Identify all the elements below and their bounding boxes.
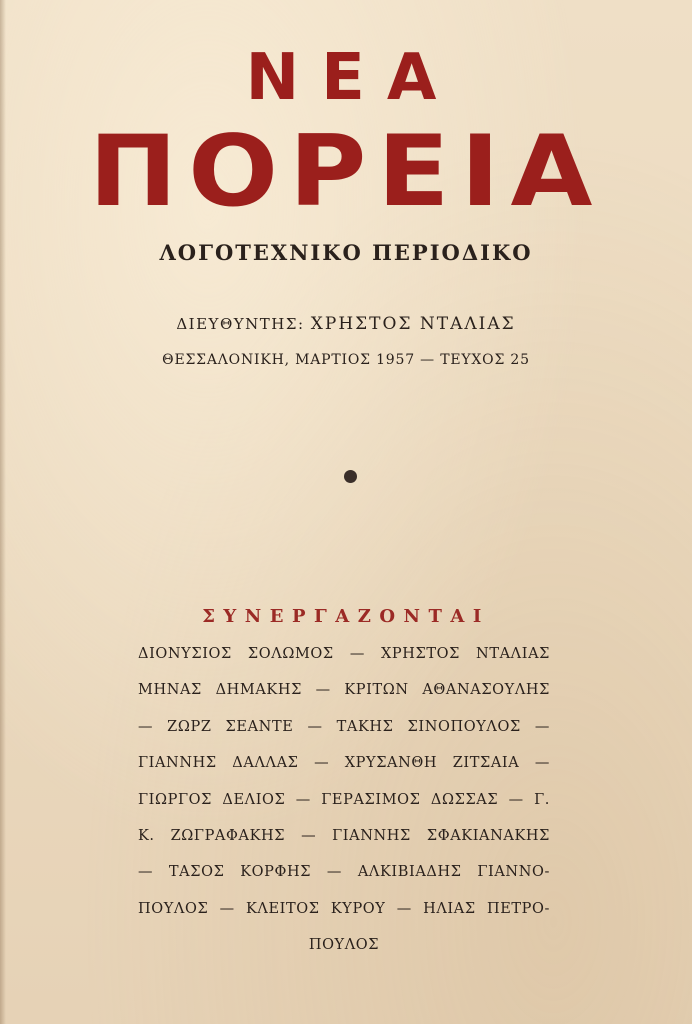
contributors-line: ΓΙΑΝΝΗΣ ΔΑΛΛΑΣ — ΧΡΥΣΑΝΘΗ ΖΙΤΣΑΙΑ — [138, 755, 550, 772]
contributors-line: ΜΗΝΑΣ ΔΗΜΑΚΗΣ — ΚΡΙΤΩΝ ΑΘΑΝΑΣΟΥΛΗΣ [138, 682, 550, 699]
contributors-line: — ΖΩΡΖ ΣΕΑΝΤΕ — ΤΑΚΗΣ ΣΙΝΟΠΟΥΛΟΣ — [138, 718, 550, 735]
contributors-line: ΓΙΩΡΓΟΣ ΔΕΛΙΟΣ — ΓΕΡΑΣΙΜΟΣ ΔΩΣΣΑΣ — Γ. [138, 791, 550, 808]
director-label: ΔΙΕΥΘΥΝΤΗΣ: [176, 315, 305, 333]
issue-line: ΘΕΣΣΑΛΟΝΙΚΗ, ΜΑΡΤΙΟΣ 1957 — ΤΕΥΧΟΣ 25 [162, 352, 530, 368]
director-line [0, 314, 692, 334]
title-line-2: ΠΟΡΕΙΑ [88, 115, 604, 229]
contributors-line: Κ. ΖΩΓΡΑΦΑΚΗΣ — ΓΙΑΝΝΗΣ ΣΦΑΚΙΑΝΑΚΗΣ [138, 827, 550, 844]
contributors-heading: ΣΥΝΕΡΓΑΖΟΝΤΑΙ [202, 606, 490, 627]
contributors-line: ΠΟΥΛΟΣ — ΚΛΕΙΤΟΣ ΚΥΡΟΥ — ΗΛΙΑΣ ΠΕΤΡΟ- [138, 900, 550, 917]
subtitle: ΛΟΓΟΤΕΧΝΙΚΟ ΠΕΡΙΟΔΙΚΟ [159, 240, 533, 265]
contributors-line: — ΤΑΣΟΣ ΚΟΡΦΗΣ — ΑΛΚΙΒΙΑΔΗΣ ΓΙΑΝΝΟ- [138, 864, 550, 881]
contributors-list [138, 640, 550, 968]
director-name: ΧΡΗΣΤΟΣ ΝΤΑΛΙΑΣ [310, 314, 516, 334]
ornament-dot [344, 470, 357, 483]
contributors-line: ΔΙΟΝΥΣΙΟΣ ΣΟΛΩΜΟΣ — ΧΡΗΣΤΟΣ ΝΤΑΛΙΑΣ [138, 646, 550, 662]
contributors-line: ΠΟΥΛΟΣ [308, 937, 380, 954]
title-line-1: ΝΕΑ [245, 41, 459, 115]
